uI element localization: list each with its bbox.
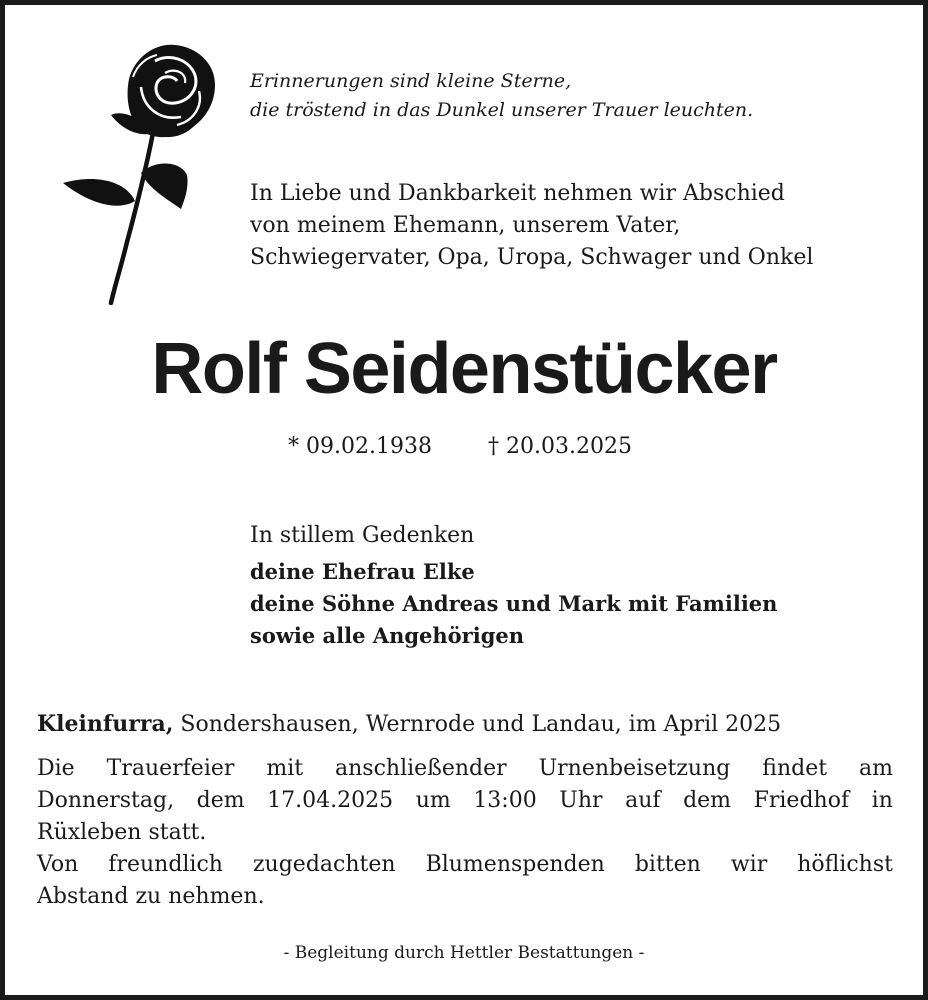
word: Trauerfeier bbox=[106, 756, 235, 781]
intro-line-2: von meinem Ehemann, unserem Vater, bbox=[250, 213, 681, 238]
word: 13:00 bbox=[473, 788, 537, 813]
place-town: Kleinfurra, bbox=[37, 711, 174, 737]
word: freundlich bbox=[108, 852, 223, 877]
mourner-line-2: deine Söhne Andreas und Mark mit Familien bbox=[250, 591, 778, 616]
word: um bbox=[415, 788, 451, 813]
word: höflichst bbox=[797, 852, 893, 877]
death-date: † 20.03.2025 bbox=[488, 434, 632, 459]
ceremony-line-3: Rüxleben statt. bbox=[37, 820, 207, 845]
word: Donnerstag, bbox=[37, 788, 175, 813]
quote-line-1: Erinnerungen sind kleine Sterne, bbox=[250, 70, 572, 92]
place-and-date bbox=[37, 709, 897, 740]
intro-line-3: Schwiegervater, Opa, Uropa, Schwager und Onkel bbox=[250, 245, 814, 270]
word: anschließender bbox=[335, 756, 507, 781]
quote-line-2: die tröstend in das Dunkel unserer Trauer leuchten. bbox=[250, 99, 754, 121]
word: auf bbox=[625, 788, 661, 813]
ceremony-line-5: Abstand zu nehmen. bbox=[37, 884, 265, 909]
word: Blumenspenden bbox=[425, 852, 605, 877]
word: Die bbox=[37, 756, 75, 781]
birth-date: * 09.02.1938 bbox=[288, 434, 432, 459]
word: bitten bbox=[634, 852, 701, 877]
place-rest: Sondershausen, Wernrode und Landau, im April 2025 bbox=[173, 712, 782, 737]
mourners-block bbox=[250, 520, 890, 652]
word: wir bbox=[730, 852, 768, 877]
word: findet bbox=[762, 756, 828, 781]
word: dem bbox=[196, 788, 245, 813]
word: am bbox=[859, 756, 893, 781]
memorial-quote bbox=[250, 67, 890, 125]
intro-line-1: In Liebe und Dankbarkeit nehmen wir Abschied bbox=[250, 181, 785, 206]
mourner-line-1: deine Ehefrau Elke bbox=[250, 559, 475, 584]
black-rose-icon bbox=[57, 37, 227, 305]
ceremony-details bbox=[37, 753, 893, 913]
ceremony-line-2 bbox=[37, 785, 893, 817]
word: Uhr bbox=[559, 788, 603, 813]
word: in bbox=[871, 788, 893, 813]
word: zugedachten bbox=[252, 852, 396, 877]
mourners-heading: In stillem Gedenken bbox=[250, 523, 475, 548]
word: dem bbox=[683, 788, 732, 813]
word: mit bbox=[266, 756, 304, 781]
word: Friedhof bbox=[753, 788, 850, 813]
ceremony-line-1 bbox=[37, 753, 893, 785]
farewell-intro bbox=[250, 178, 900, 274]
funeral-home-credit: - Begleitung durch Hettler Bestattungen - bbox=[283, 943, 645, 963]
ceremony-line-4 bbox=[37, 849, 893, 881]
word: 17.04.2025 bbox=[267, 788, 394, 813]
deceased-name: Rolf Seidenstücker bbox=[151, 329, 777, 409]
word: Urnenbeisetzung bbox=[538, 756, 731, 781]
word: Von bbox=[37, 852, 79, 877]
mourner-line-3: sowie alle Angehörigen bbox=[250, 623, 525, 648]
